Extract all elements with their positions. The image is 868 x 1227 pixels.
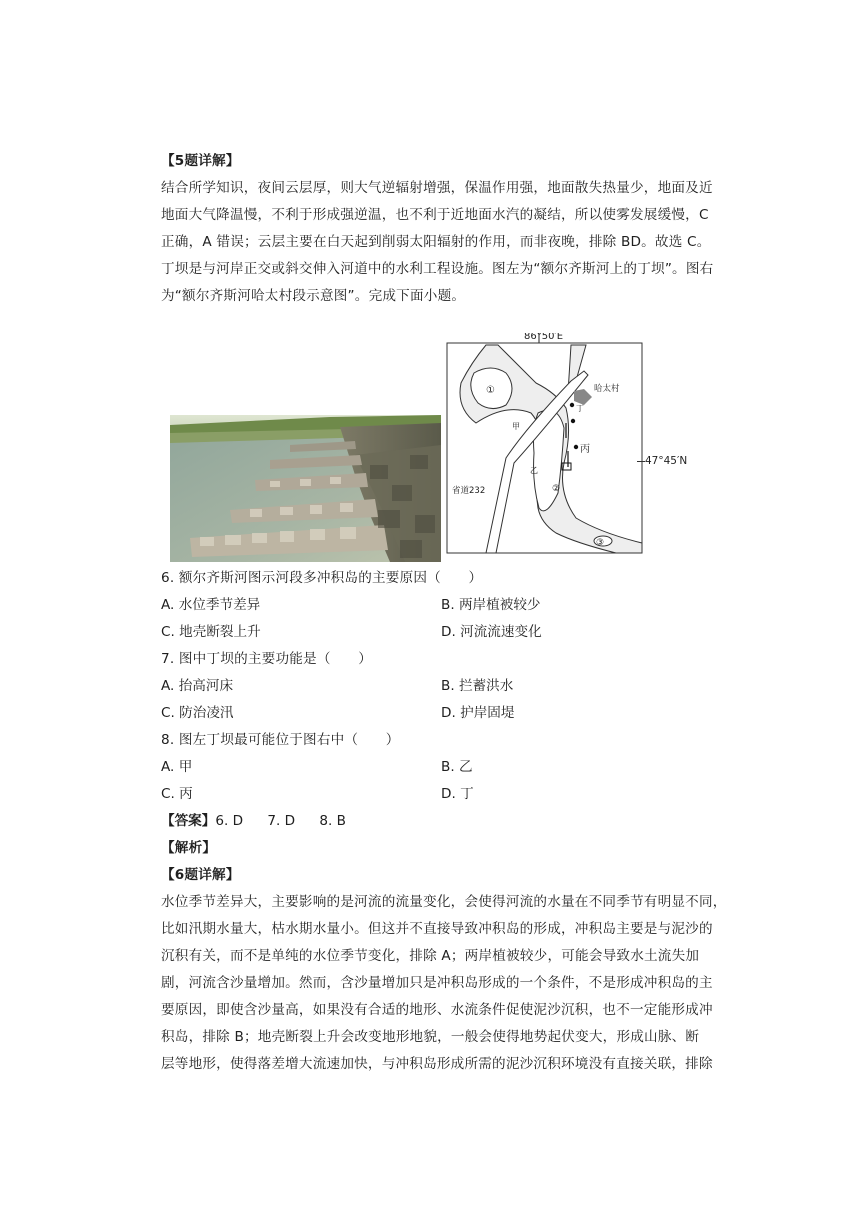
analysis-line-2: 比如汛期水量大，枯水期水量小。但这并不直接导致冲积岛的形成，冲积岛主要是与泥沙的 xyxy=(161,921,713,937)
answer-row xyxy=(161,808,346,835)
label-jia: 甲 xyxy=(512,422,520,431)
hatai-village-map xyxy=(446,333,651,561)
q6-option-c[interactable]: C. 地壳断裂上升 xyxy=(161,624,261,640)
question-7-stem: 7. 图中丁坝的主要功能是（ ） xyxy=(161,651,373,667)
answer-7: 7. D xyxy=(267,813,296,829)
island-1-label: ① xyxy=(486,385,495,396)
village-label: 哈太村 xyxy=(594,384,620,394)
q6-option-a[interactable]: A. 水位季节差异 xyxy=(161,597,261,613)
label-ding: 丁 xyxy=(576,404,584,413)
section5-line-1: 结合所学知识，夜间云层厚，则大气逆辐射增强，保温作用强，地面散失热量少，地面及近 xyxy=(161,180,713,196)
map-latitude-label: 47°45′N xyxy=(645,455,688,467)
map-latitude-tick xyxy=(637,461,645,462)
question-6-stem: 6. 额尔齐斯河图示河段多冲积岛的主要原因（ ） xyxy=(161,570,483,586)
q6-option-d[interactable]: D. 河流流速变化 xyxy=(441,624,542,640)
section5-line-2: 地面大气降温慢，不利于形成强逆温，也不利于近地面水汽的凝结，所以使雾发展缓慢，C xyxy=(161,207,709,223)
q8-option-a[interactable]: A. 甲 xyxy=(161,759,193,775)
q8-option-c[interactable]: C. 丙 xyxy=(161,786,193,802)
q7-option-c[interactable]: C. 防治凌汛 xyxy=(161,705,234,721)
analysis-heading: 【解析】 xyxy=(161,840,217,856)
q7-option-a[interactable]: A. 抬高河床 xyxy=(161,678,234,694)
intro-line-1: 丁坝是与河岸正交或斜交伸入河道中的水利工程设施。图左为“额尔齐斯河上的丁坝”。图右 xyxy=(161,261,714,277)
section5-heading: 【5题详解】 xyxy=(161,153,240,169)
q8-option-d[interactable]: D. 丁 xyxy=(441,786,474,802)
analysis-line-6: 积岛，排除 B；地壳断裂上升会改变地形地貌，一般会使得地势起伏变大，形成山脉、断 xyxy=(161,1029,700,1045)
answer-label: 【答案】 xyxy=(161,813,216,829)
analysis-line-4: 剧，河流含沙量增加。然而，含沙量增加只是冲积岛形成的一个条件，不是形成冲积岛的主 xyxy=(161,975,713,991)
question-8-stem: 8. 图左丁坝最可能位于图右中（ ） xyxy=(161,732,400,748)
q6-option-b[interactable]: B. 两岸植被较少 xyxy=(441,597,541,613)
map-longitude-label: 86°50′E xyxy=(524,333,564,342)
q8-option-b[interactable]: B. 乙 xyxy=(441,759,473,775)
point-1 xyxy=(571,419,575,423)
road-label: 省道232 xyxy=(452,486,486,496)
point-bing xyxy=(574,445,578,449)
analysis-line-5: 要原因，即使含沙量高，如果没有合适的地形、水流条件促使泥沙沉积，也不一定能形成冲 xyxy=(161,1002,713,1018)
intro-line-2: 为“额尔齐斯河哈太村段示意图”。完成下面小题。 xyxy=(161,288,466,304)
analysis-line-3: 沉积有关，而不是单纯的水位季节变化，排除 A；两岸植被较少，可能会导致水土流失加 xyxy=(161,948,700,964)
groyne-photo-illustration xyxy=(170,415,441,562)
answer-8: 8. B xyxy=(319,813,346,829)
answer-6: 6. D xyxy=(215,813,244,829)
island-3-label: ③ xyxy=(596,538,605,548)
analysis-sub-heading: 【6题详解】 xyxy=(161,867,240,883)
q7-option-d[interactable]: D. 护岸固堤 xyxy=(441,705,515,721)
island-2-label: ② xyxy=(552,484,561,494)
label-yi: 乙 xyxy=(530,466,538,475)
groyne-photo xyxy=(170,415,441,562)
q7-option-b[interactable]: B. 拦蓄洪水 xyxy=(441,678,514,694)
analysis-line-7: 层等地形，使得落差增大流速加快，与冲积岛形成所需的泥沙沉积环境没有直接关联，排除 xyxy=(161,1056,713,1072)
label-bing: 丙 xyxy=(580,444,590,455)
section5-line-3: 正确，A 错误；云层主要在白天起到削弱太阳辐射的作用，而非夜晚，排除 BD。故选 C。 xyxy=(161,234,711,250)
analysis-line-1: 水位季节差异大，主要影响的是河流的流量变化，会使得河流的水量在不同季节有明显不同， xyxy=(161,894,727,910)
point-ding xyxy=(570,403,574,407)
